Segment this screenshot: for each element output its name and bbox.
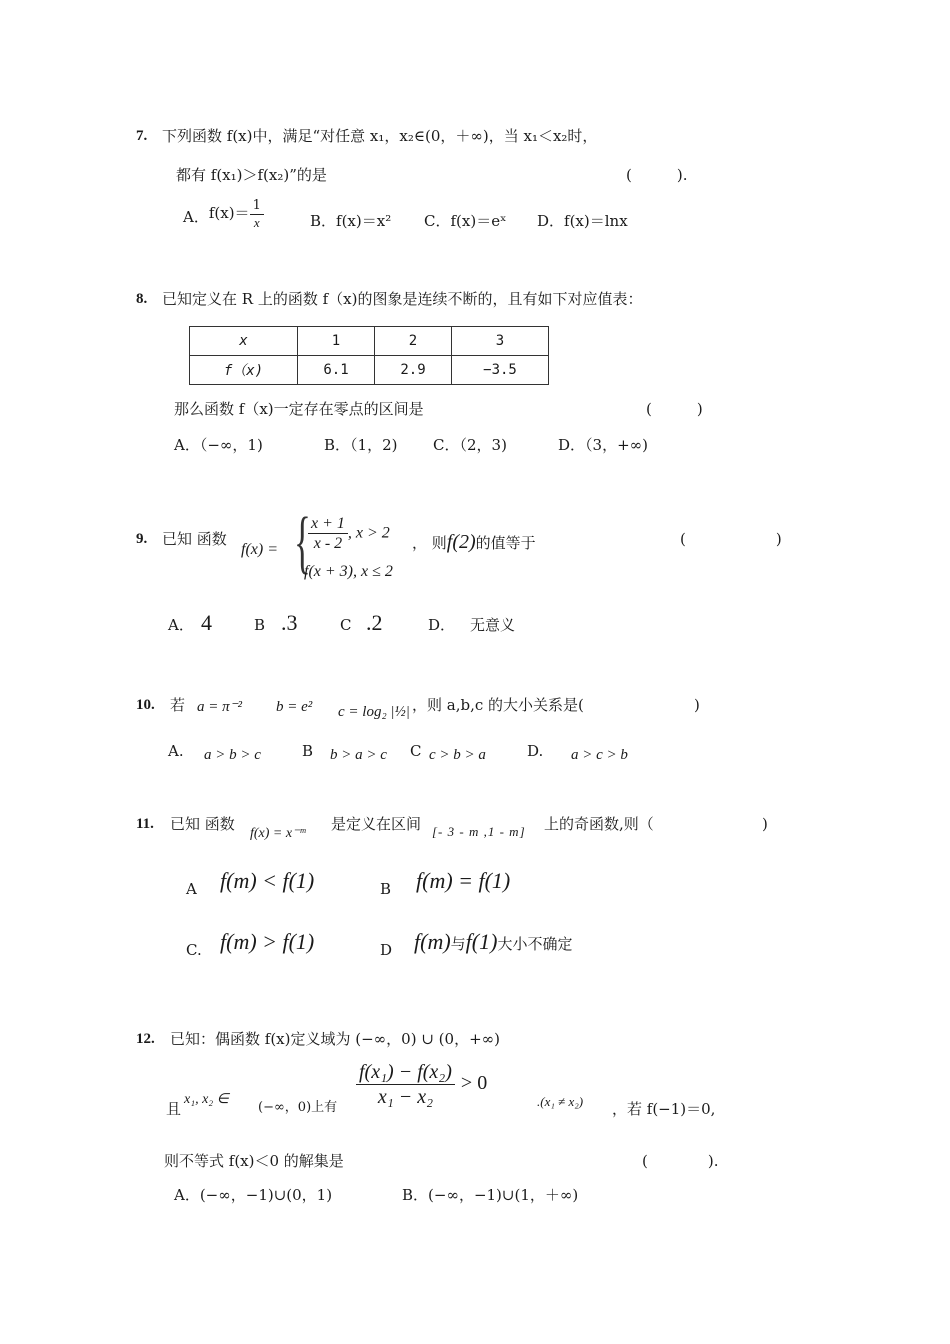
q8-number: 8. <box>136 291 148 307</box>
q7-frac-den: x <box>250 214 264 231</box>
q7-option-a-fx: f(x)＝ <box>208 204 250 223</box>
q10-option-d: a > c > b <box>571 747 628 763</box>
q12-fraction <box>356 1060 455 1109</box>
q9-option-c-label: C <box>340 616 352 634</box>
q9-piecewise-brace: { <box>294 504 311 581</box>
q9-fx: f(x) = <box>241 541 278 558</box>
q7-option-a-fraction <box>250 198 264 230</box>
q9-option-d-value: 无意义 <box>470 616 516 634</box>
q12-stem-line3: 则不等式 f(x)＜0 的解集是 <box>164 1152 344 1170</box>
q12-answer-paren: ( ). <box>642 1152 719 1170</box>
q9-post-pre: ， 则 <box>412 534 447 552</box>
q8-option-b: B．（1，2) <box>324 436 398 454</box>
q9-case1-condition: , x > 2 <box>347 524 390 542</box>
q12-inequality <box>356 1060 487 1109</box>
table-cell: f（x) <box>190 356 298 385</box>
q10-option-b: b > a > c <box>330 747 387 763</box>
q7-frac-num: 1 <box>252 198 261 213</box>
q7-option-a-expr <box>209 198 264 230</box>
q11-stem-tail: 上的奇函数,则（ <box>544 815 654 833</box>
q7-option-b: B．f(x)＝x² <box>310 212 392 230</box>
q10-b-expr: b = e² <box>276 699 313 715</box>
q8-stem-line2: 那么函数 f（x)一定存在零点的区间是 <box>174 400 424 418</box>
q9-option-a-value: 4 <box>201 610 212 635</box>
q12-line2-tail: ，若 f(−1)＝0, <box>612 1100 716 1118</box>
q10-option-c: c > b > a <box>429 747 486 763</box>
q8-table-row-x <box>190 327 549 356</box>
q9-option-b-label: B <box>254 616 266 634</box>
table-cell: 2 <box>375 327 452 356</box>
q10-option-a: a > b > c <box>204 747 261 763</box>
q10-stem-pre: 若 <box>170 696 186 714</box>
q12-frac-den: x₁ − x₂ <box>356 1084 455 1109</box>
q11-option-b-label: B <box>380 880 392 898</box>
q9-answer-paren: ( ) <box>680 530 782 548</box>
q10-answer-paren-close: ) <box>694 696 700 714</box>
q9-option-c-value: .2 <box>366 610 383 635</box>
q7-stem-line2: 都有 f(x₁)＞f(x₂)”的是 <box>176 166 327 184</box>
q11-option-a: f(m) < f(1) <box>220 868 315 893</box>
q9-stem-pre: 已知 函数 <box>162 530 227 548</box>
q12-line2-domain: (−∞，0)上有 <box>258 1100 338 1115</box>
q11-number: 11. <box>136 816 154 832</box>
q11-option-a-label: A <box>186 880 197 898</box>
q11-answer-paren-close: ) <box>762 815 768 833</box>
q7-option-c: C．f(x)＝eˣ <box>424 212 507 230</box>
q11-option-d-label: D <box>380 941 393 959</box>
q11-option-d-tail: 大小不确定 <box>497 935 573 953</box>
q10-c-expr: c = log₂ |½| <box>338 704 410 720</box>
q9-number: 9. <box>136 531 148 547</box>
table-cell: 3 <box>452 327 549 356</box>
q7-number: 7. <box>136 128 148 144</box>
q9-option-a-label: A． <box>168 616 194 634</box>
q8-option-a: A．（−∞，1) <box>174 436 263 454</box>
q12-frac-num: f(x₁) − f(x₂) <box>359 1061 452 1083</box>
q12-number: 12. <box>136 1031 155 1047</box>
q12-line2-condition: .(x₁ ≠ x₂) <box>537 1094 584 1109</box>
q7-option-a <box>183 198 264 230</box>
table-cell: x <box>190 327 298 356</box>
q11-option-d-f2: f(1) <box>465 929 498 954</box>
q11-option-c-label: C. <box>186 941 202 959</box>
q11-stem-mid: 是定义在区间 <box>331 815 422 833</box>
q10-option-c-label: C <box>410 742 422 760</box>
q10-option-d-label: D. <box>527 742 544 760</box>
table-cell: 2.9 <box>375 356 452 385</box>
q10-option-a-label: A. <box>168 742 184 760</box>
q7-option-d: D．f(x)＝lnx <box>537 212 628 230</box>
q8-option-c: C．（2，3) <box>433 436 507 454</box>
q10-stem-tail: ，则 a,b,c 的大小关系是( <box>412 696 584 714</box>
q9-stem-post <box>412 530 536 554</box>
q8-stem-line1: 已知定义在 R 上的函数 f（x)的图象是连续不断的，且有如下对应值表： <box>162 290 643 308</box>
q11-option-d-f1: f(m) <box>414 929 451 954</box>
q9-case1-num: x + 1 <box>311 515 345 532</box>
q12-line2-vars: x₁, x₂ ∈ <box>184 1092 229 1107</box>
q8-answer-paren: ( ) <box>646 400 703 418</box>
q11-option-d <box>414 929 572 955</box>
q12-option-a: A．(−∞，−1)∪(0，1) <box>174 1186 333 1204</box>
q7-option-a-label: A． <box>183 208 209 227</box>
table-cell: 1 <box>298 327 375 356</box>
q12-stem-line1: 已知：偶函数 f(x)定义域为 (−∞，0) ∪ (0，+∞) <box>170 1030 500 1048</box>
q11-stem-pre: 已知 函数 <box>170 815 235 833</box>
q10-option-b-label: B <box>302 742 314 760</box>
q9-case1-den: x - 2 <box>308 533 348 553</box>
q8-value-table <box>189 326 549 385</box>
q9-case2: f(x + 3), x ≤ 2 <box>304 563 393 580</box>
q8-option-d: D．（3，+∞) <box>558 436 648 454</box>
q7-stem-line1: 下列函数 f(x)中，满足“对任意 x₁，x₂∈(0，＋∞)，当 x₁＜x₂时， <box>162 127 598 145</box>
q9-option-d-label: D． <box>428 616 456 634</box>
q9-case1 <box>308 514 390 553</box>
q11-fx: f(x) = x⁻ᵐ <box>250 826 306 841</box>
q11-interval: [- 3 - m ,1 - m] <box>432 824 526 839</box>
q10-a-expr: a = π⁻² <box>197 699 243 715</box>
q9-case1-fraction <box>308 514 348 553</box>
q8-table-row-fx <box>190 356 549 385</box>
q11-option-c: f(m) > f(1) <box>220 929 315 954</box>
q11-option-b: f(m) = f(1) <box>416 868 511 893</box>
table-cell: −3.5 <box>452 356 549 385</box>
q12-gt-zero: > 0 <box>460 1072 488 1095</box>
q12-option-b: B．(−∞，−1)∪(1，＋∞) <box>402 1186 579 1204</box>
q11-option-d-mid: 与 <box>450 935 466 953</box>
q9-f2: f(2) <box>446 531 476 553</box>
q9-post-tail: 的值等于 <box>475 534 536 552</box>
q7-answer-paren: ( ). <box>626 166 688 184</box>
q10-number: 10. <box>136 697 155 713</box>
q9-option-b-value: .3 <box>281 610 298 635</box>
table-cell: 6.1 <box>298 356 375 385</box>
q12-line2-pre: 且 <box>166 1100 182 1118</box>
